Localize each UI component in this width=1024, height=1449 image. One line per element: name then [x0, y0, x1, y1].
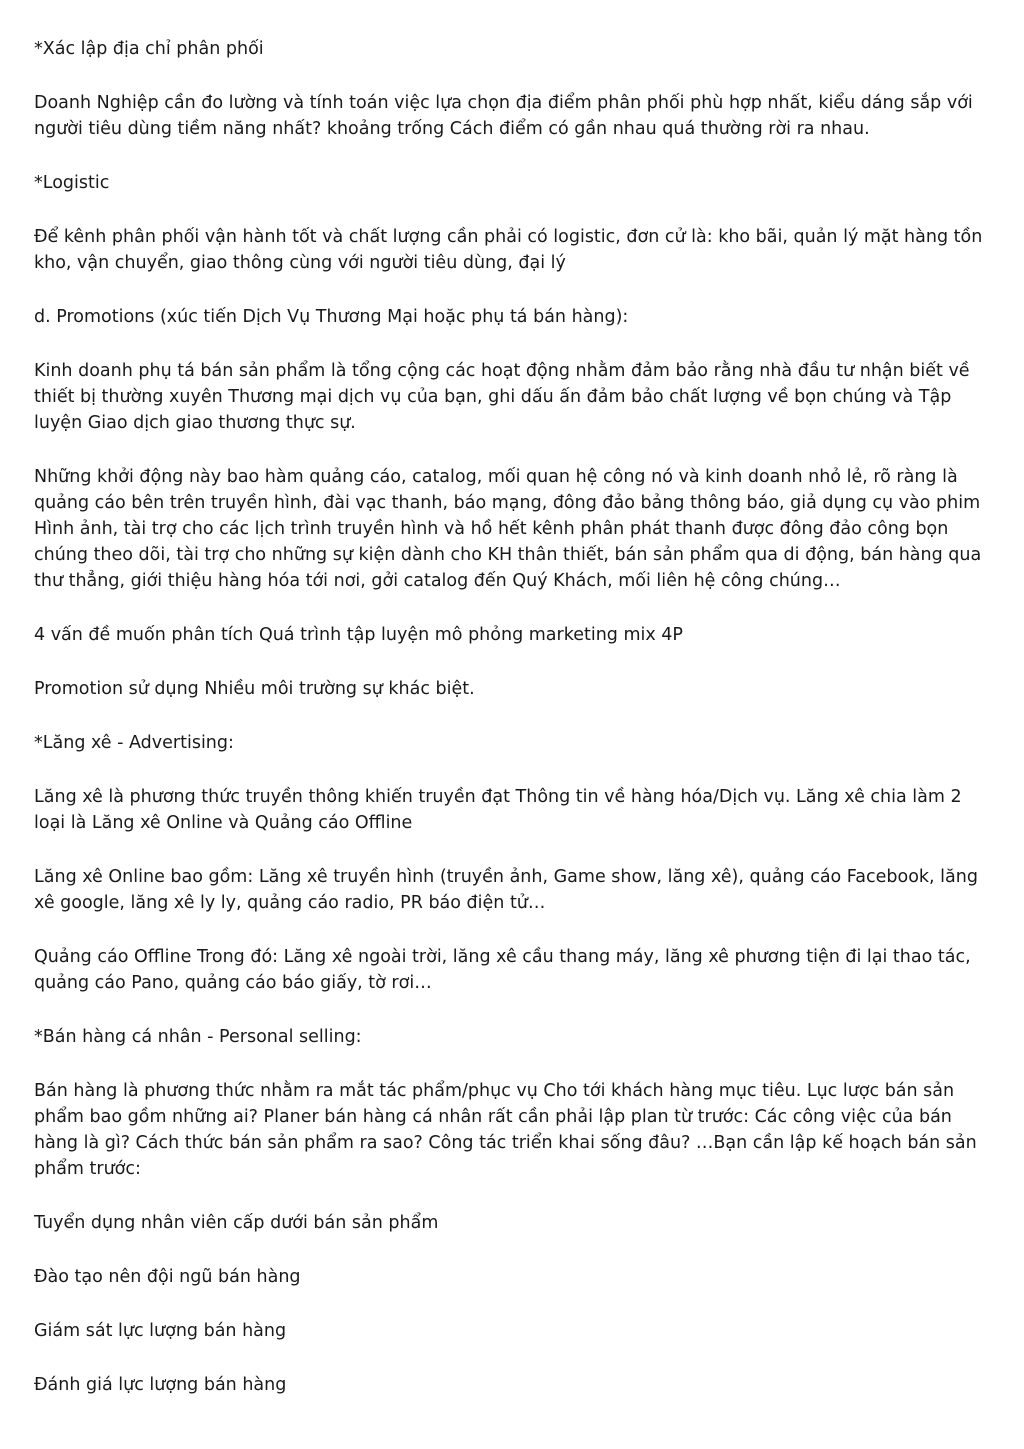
- paragraph-personal-selling: Bán hàng là phương thức nhằm ra mắt tác phẩm/phục vụ Cho tới khách hàng mục tiêu. Lục lược bán sản phẩm bao gồm những ai? Planer bán hàng cá nhân rất cần phải lập plan từ trước: Các công việc của bán hàng là gì? Cách thức bán sản phẩm ra sao? Công tác triển khai sống đâu? …Bạn cần lập kế hoạch bán sản phẩm trước:: [34, 1081, 977, 1179]
- heading-distribution-address: *Xác lập địa chỉ phân phối: [34, 39, 264, 59]
- document-page: [34, 36, 996, 1426]
- paragraph-offline-advertising: Quảng cáo Offline Trong đó: Lăng xê ngoài trời, lăng xê cầu thang máy, lăng xê phương tiện đi lại thao tác, quảng cáo Pano, quảng cáo báo giấy, tờ rơi…: [34, 947, 971, 993]
- heading-promotions: d. Promotions (xúc tiến Dịch Vụ Thương Mại hoặc phụ tá bán hàng):: [34, 307, 629, 327]
- paragraph-promotion-definition: Kinh doanh phụ tá bán sản phẩm là tổng cộng các hoạt động nhằm đảm bảo rằng nhà đầu tư nhận biết về thiết bị thường xuyên Thương mại dịch vụ của bạn, ghi dấu ấn đảm bảo chất lượng về bọn chúng và Tập luyện Giao dịch giao thương thực sự.: [34, 361, 970, 433]
- paragraph-online-advertising: Lăng xê Online bao gồm: Lăng xê truyền hình (truyền ảnh, Game show, lăng xê), quảng cáo Facebook, lăng xê google, lăng xê ly ly, quảng cáo radio, PR báo điện tử…: [34, 867, 978, 913]
- paragraph-4p-issues: 4 vấn đề muốn phân tích Quá trình tập luyện mô phỏng marketing mix 4P: [34, 625, 683, 645]
- list-item-evaluate-sales: Đánh giá lực lượng bán hàng: [34, 1375, 287, 1395]
- heading-personal-selling: *Bán hàng cá nhân - Personal selling:: [34, 1027, 362, 1047]
- heading-advertising: *Lăng xê - Advertising:: [34, 733, 234, 753]
- paragraph-advertising-definition: Lăng xê là phương thức truyền thông khiến truyền đạt Thông tin về hàng hóa/Dịch vụ. Lăng xê chia làm 2 loại là Lăng xê Online và Quảng cáo Offline: [34, 787, 962, 833]
- paragraph-promotion-activities: Những khởi động này bao hàm quảng cáo, catalog, mối quan hệ công nó và kinh doanh nhỏ lẻ, rõ ràng là quảng cáo bên trên truyền hình, đài vạc thanh, báo mạng, đông đảo bảng thông báo, giả dụng cụ vào phim Hình ảnh, tài trợ cho các lịch trình truyền hình và hồ hết kênh phân phát thanh được đông đảo công bọn chúng theo dõi, tài trợ cho những sự kiện dành cho KH thân thiết, bán sản phẩm qua di động, bán hàng qua thư thẳng, giới thiệu hàng hóa tới nơi, gởi catalog đến Quý Khách, mối liên hệ công chúng…: [34, 467, 982, 591]
- list-item-recruit-sales: Tuyển dụng nhân viên cấp dưới bán sản phẩm: [34, 1213, 439, 1233]
- paragraph-distribution-location: Doanh Nghiệp cần đo lường và tính toán việc lựa chọn địa điểm phân phối phù hợp nhất, kiểu dáng sắp với người tiêu dùng tiềm năng nhất? khoảng trống Cách điểm có gần nhau quá thường rời ra nhau.: [34, 93, 973, 139]
- heading-logistic: *Logistic: [34, 173, 110, 193]
- paragraph-logistic: Để kênh phân phối vận hành tốt và chất lượng cần phải có logistic, đơn cử là: kho bãi, quản lý mặt hàng tồn kho, vận chuyển, giao thông cùng với người tiêu dùng, đại lý: [34, 227, 983, 273]
- paragraph-promotion-environments: Promotion sử dụng Nhiều môi trường sự khác biệt.: [34, 679, 475, 699]
- list-item-supervise-sales: Giám sát lực lượng bán hàng: [34, 1321, 287, 1341]
- list-item-train-sales: Đào tạo nên đội ngũ bán hàng: [34, 1267, 301, 1287]
